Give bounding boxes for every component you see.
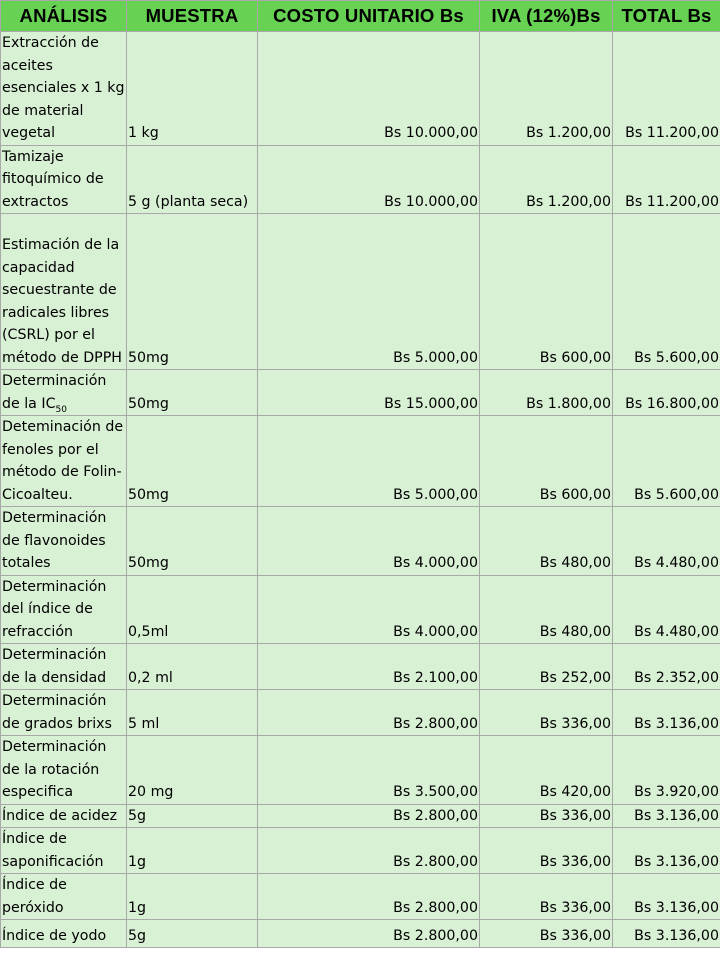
analysis-cell: Determinación de la rotación especifica bbox=[1, 736, 127, 805]
unit-cost-cell: Bs 2.800,00 bbox=[258, 690, 480, 736]
total-cell: Bs 3.136,00 bbox=[613, 690, 720, 736]
iva-cell: Bs 480,00 bbox=[480, 507, 613, 576]
iva-cell: Bs 1.200,00 bbox=[480, 145, 613, 214]
unit-cost-cell: Bs 2.100,00 bbox=[258, 644, 480, 690]
analysis-cell bbox=[1, 370, 127, 416]
sample-cell: 20 mg bbox=[127, 736, 258, 805]
table-row bbox=[1, 145, 720, 214]
iva-cell: Bs 252,00 bbox=[480, 644, 613, 690]
iva-cell: Bs 336,00 bbox=[480, 874, 613, 920]
iva-cell: Bs 420,00 bbox=[480, 736, 613, 805]
table-row bbox=[1, 690, 720, 736]
sample-cell: 50mg bbox=[127, 214, 258, 370]
analysis-cell: Determinación de grados brixs bbox=[1, 690, 127, 736]
iva-cell: Bs 480,00 bbox=[480, 575, 613, 644]
unit-cost-cell: Bs 2.800,00 bbox=[258, 874, 480, 920]
table-row bbox=[1, 828, 720, 874]
unit-cost-cell: Bs 5.000,00 bbox=[258, 214, 480, 370]
header-analysis: ANÁLISIS bbox=[1, 1, 127, 32]
analysis-cell: Determinación del índice de refracción bbox=[1, 575, 127, 644]
total-cell: Bs 3.136,00 bbox=[613, 874, 720, 920]
table-body bbox=[1, 32, 720, 948]
table-header bbox=[1, 1, 720, 32]
sample-cell: 50mg bbox=[127, 507, 258, 576]
total-cell: Bs 11.200,00 bbox=[613, 145, 720, 214]
table-row bbox=[1, 736, 720, 805]
sample-cell: 5g bbox=[127, 804, 258, 828]
header-unit-cost: COSTO UNITARIO Bs bbox=[258, 1, 480, 32]
table-row bbox=[1, 644, 720, 690]
iva-cell: Bs 336,00 bbox=[480, 828, 613, 874]
iva-cell: Bs 600,00 bbox=[480, 416, 613, 507]
total-cell: Bs 16.800,00 bbox=[613, 370, 720, 416]
unit-cost-cell: Bs 15.000,00 bbox=[258, 370, 480, 416]
table-row bbox=[1, 874, 720, 920]
unit-cost-cell: Bs 10.000,00 bbox=[258, 32, 480, 146]
analysis-subscript: 50 bbox=[55, 404, 67, 415]
analysis-text: Determinación de la IC bbox=[2, 373, 107, 412]
unit-cost-cell: Bs 2.800,00 bbox=[258, 920, 480, 948]
unit-cost-cell: Bs 4.000,00 bbox=[258, 507, 480, 576]
table-row bbox=[1, 32, 720, 146]
unit-cost-cell: Bs 5.000,00 bbox=[258, 416, 480, 507]
unit-cost-cell: Bs 2.800,00 bbox=[258, 804, 480, 828]
analysis-cell: Índice de acidez bbox=[1, 804, 127, 828]
header-iva: IVA (12%)Bs bbox=[480, 1, 613, 32]
sample-cell: 50mg bbox=[127, 416, 258, 507]
iva-cell: Bs 1.200,00 bbox=[480, 32, 613, 146]
total-cell: Bs 3.136,00 bbox=[613, 828, 720, 874]
total-cell: Bs 4.480,00 bbox=[613, 575, 720, 644]
table-row bbox=[1, 370, 720, 416]
table-row bbox=[1, 920, 720, 948]
unit-cost-cell: Bs 3.500,00 bbox=[258, 736, 480, 805]
analysis-cell: Índice de saponificación bbox=[1, 828, 127, 874]
total-cell: Bs 5.600,00 bbox=[613, 214, 720, 370]
analysis-cell: Tamizaje fitoquímico de extractos bbox=[1, 145, 127, 214]
analysis-cell: Determinación de la densidad bbox=[1, 644, 127, 690]
table-row bbox=[1, 507, 720, 576]
sample-cell: 0,5ml bbox=[127, 575, 258, 644]
sample-cell: 5 ml bbox=[127, 690, 258, 736]
unit-cost-cell: Bs 2.800,00 bbox=[258, 828, 480, 874]
sample-cell: 5 g (planta seca) bbox=[127, 145, 258, 214]
table-row bbox=[1, 575, 720, 644]
sample-cell: 50mg bbox=[127, 370, 258, 416]
analysis-cell: Índice de yodo bbox=[1, 920, 127, 948]
analysis-cell: Índice de peróxido bbox=[1, 874, 127, 920]
table-row bbox=[1, 214, 720, 370]
sample-cell: 0,2 ml bbox=[127, 644, 258, 690]
total-cell: Bs 4.480,00 bbox=[613, 507, 720, 576]
header-total: TOTAL Bs bbox=[613, 1, 720, 32]
iva-cell: Bs 1.800,00 bbox=[480, 370, 613, 416]
total-cell: Bs 5.600,00 bbox=[613, 416, 720, 507]
total-cell: Bs 3.920,00 bbox=[613, 736, 720, 805]
total-cell: Bs 3.136,00 bbox=[613, 920, 720, 948]
total-cell: Bs 3.136,00 bbox=[613, 804, 720, 828]
analysis-cell: Deteminación de fenoles por el método de Folin-Cicoalteu. bbox=[1, 416, 127, 507]
analysis-cell: Determinación de flavonoides totales bbox=[1, 507, 127, 576]
table-row bbox=[1, 804, 720, 828]
total-cell: Bs 11.200,00 bbox=[613, 32, 720, 146]
sample-cell: 1g bbox=[127, 874, 258, 920]
header-sample: MUESTRA bbox=[127, 1, 258, 32]
header-row bbox=[1, 1, 720, 32]
sample-cell: 1g bbox=[127, 828, 258, 874]
unit-cost-cell: Bs 4.000,00 bbox=[258, 575, 480, 644]
analysis-cell: Estimación de la capacidad secuestrante de radicales libres (CSRL) por el método de DPPH bbox=[1, 214, 127, 370]
iva-cell: Bs 336,00 bbox=[480, 920, 613, 948]
iva-cell: Bs 336,00 bbox=[480, 690, 613, 736]
unit-cost-cell: Bs 10.000,00 bbox=[258, 145, 480, 214]
table-row bbox=[1, 416, 720, 507]
analysis-cell: Extracción de aceites esenciales x 1 kg de material vegetal bbox=[1, 32, 127, 146]
total-cell: Bs 2.352,00 bbox=[613, 644, 720, 690]
iva-cell: Bs 336,00 bbox=[480, 804, 613, 828]
iva-cell: Bs 600,00 bbox=[480, 214, 613, 370]
sample-cell: 1 kg bbox=[127, 32, 258, 146]
sample-cell: 5g bbox=[127, 920, 258, 948]
